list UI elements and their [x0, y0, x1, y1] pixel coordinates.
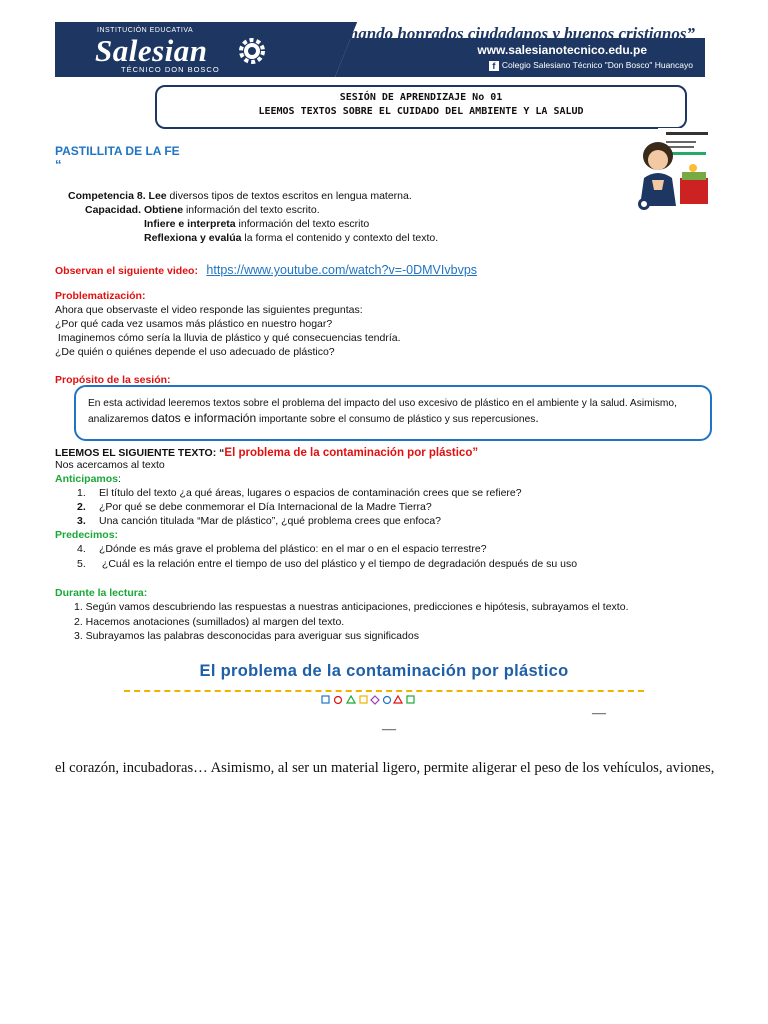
praying-girl-illustration: [636, 128, 714, 212]
list-item: 4. ¿Dónde es más grave el problema del plástico: en el mar o en el espacio terrestre?: [77, 543, 487, 555]
dash-mark: —: [592, 706, 606, 721]
predecimos-heading: Predecimos:: [55, 529, 119, 541]
problem-line: ¿De quién o quiénes depende el uso adecuado de plástico?: [55, 346, 335, 358]
problem-line: Ahora que observaste el video responde las siguientes preguntas:: [55, 304, 363, 316]
reading-heading: LEEMOS EL SIGUIENTE TEXTO: “El problema de la contaminación por plástico”: [55, 447, 479, 459]
session-topic: LEEMOS TEXTOS SOBRE EL CUIDADO DEL AMBIENTE Y LA SALUD: [258, 106, 584, 117]
list-item: 1. El título del texto ¿a qué áreas, lugares o espacios de contaminación crees que se refiere?: [77, 487, 522, 499]
decorative-shapes-icon: [320, 694, 450, 706]
video-label: Observan el siguiente video:: [55, 265, 198, 277]
reading-intro: Nos acercamos al texto: [55, 459, 165, 471]
website-link[interactable]: www.salesianotecnico.edu.pe: [477, 43, 647, 57]
session-number: SESIÓN DE APRENDIZAJE No 01: [339, 92, 503, 103]
facebook-line[interactable]: [489, 60, 693, 71]
competencia-label: Competencia 8. Lee: [68, 190, 167, 202]
capacidad-3-bold: Reflexiona y evalúa: [144, 232, 242, 244]
list-item: 5. ¿Cuál es la relación entre el tiempo de uso del plástico y el tiempo de degradación después de su uso: [77, 558, 578, 570]
problem-line: ¿Por qué cada vez usamos más plástico en nuestro hogar?: [55, 318, 333, 330]
list-item: 2. ¿Por qué se debe conmemorar el Día Internacional de la Madre Tierra?: [77, 501, 432, 513]
video-link[interactable]: https://www.youtube.com/watch?v=-0DMVIvbvps: [206, 263, 478, 277]
reading-label: LEEMOS EL SIGUIENTE TEXTO: [55, 447, 213, 459]
anticipamos-heading: Anticipamos:: [55, 473, 121, 485]
capacidad-1-text: información del texto escrito.: [183, 204, 320, 216]
list-item: 3. Subrayamos las palabras desconocidas para averiguar sus significados: [74, 630, 419, 642]
session-title-box: [155, 85, 687, 129]
gear-icon: [235, 34, 269, 68]
header-banner: [55, 22, 705, 77]
durante-heading: Durante la lectura:: [55, 587, 148, 599]
purpose-text: En esta actividad leeremos textos sobre el problema del impacto del uso excesivo de plástico en el ambiente y la salud. Asimismo, analizaremos datos e información importante sobre el consumo de plástico y sus repercusiones.: [88, 398, 677, 425]
capacidad-1-bold: . Obtiene: [138, 204, 184, 216]
capacidad-line-3: [144, 231, 438, 245]
list-item: 3. Una canción titulada “Mar de plástico”, ¿qué problema crees que enfoca?: [77, 515, 442, 527]
article-body-line: el corazón, incubadoras… Asimismo, al ser un material ligero, permite aligerar el peso de los vehículos, aviones,: [55, 760, 715, 776]
faith-title: PASTILLITA DE LA FE: [55, 144, 180, 158]
problem-line: Imaginemos cómo sería la lluvia de plástico y qué consecuencias tendría.: [55, 332, 401, 344]
video-line: [55, 261, 477, 279]
capacidad-label: Capacidad: [85, 204, 139, 216]
competencia-line: [68, 189, 412, 203]
facebook-label: Colegio Salesiano Técnico "Don Bosco" Huancayo: [501, 60, 693, 70]
problem-title: Problematización:: [55, 290, 146, 302]
capacidad-2-text: información del texto escrito: [235, 218, 370, 230]
dash-mark: —: [382, 722, 396, 737]
capacidad-2-bold: Infiere e interpreta: [144, 218, 236, 230]
capacidad-line-1: [85, 203, 320, 217]
list-item: 2. Hacemos anotaciones (sumillados) al margen del texto.: [74, 616, 345, 628]
school-motto: “Formando honrados ciudadanos y buenos cristianos”: [310, 24, 695, 43]
school-logo-text: Salesian: [95, 33, 208, 68]
purpose-box: [74, 385, 712, 441]
facebook-icon: f: [489, 61, 499, 71]
competencia-text: diversos tipos de textos escritos en lengua materna.: [166, 190, 412, 202]
purpose-title: Propósito de la sesión:: [55, 374, 171, 386]
capacidad-line-2: [144, 217, 369, 231]
school-logo-subtitle: TÉCNICO DON BOSCO: [121, 65, 220, 74]
article-title: El problema de la contaminación por plástico: [199, 662, 569, 680]
list-item: 1. Según vamos descubriendo las respuestas a nuestras anticipaciones, predicciones e hipótesis, subrayamos el texto.: [74, 601, 629, 613]
faith-quote: “: [55, 157, 62, 172]
institution-label: INSTITUCIÓN EDUCATIVA: [97, 27, 194, 34]
decorative-divider: [124, 690, 644, 692]
reading-title: El problema de la contaminación por plástico”: [224, 447, 479, 459]
capacidad-3-text: la forma el contenido y contexto del texto.: [241, 232, 439, 244]
